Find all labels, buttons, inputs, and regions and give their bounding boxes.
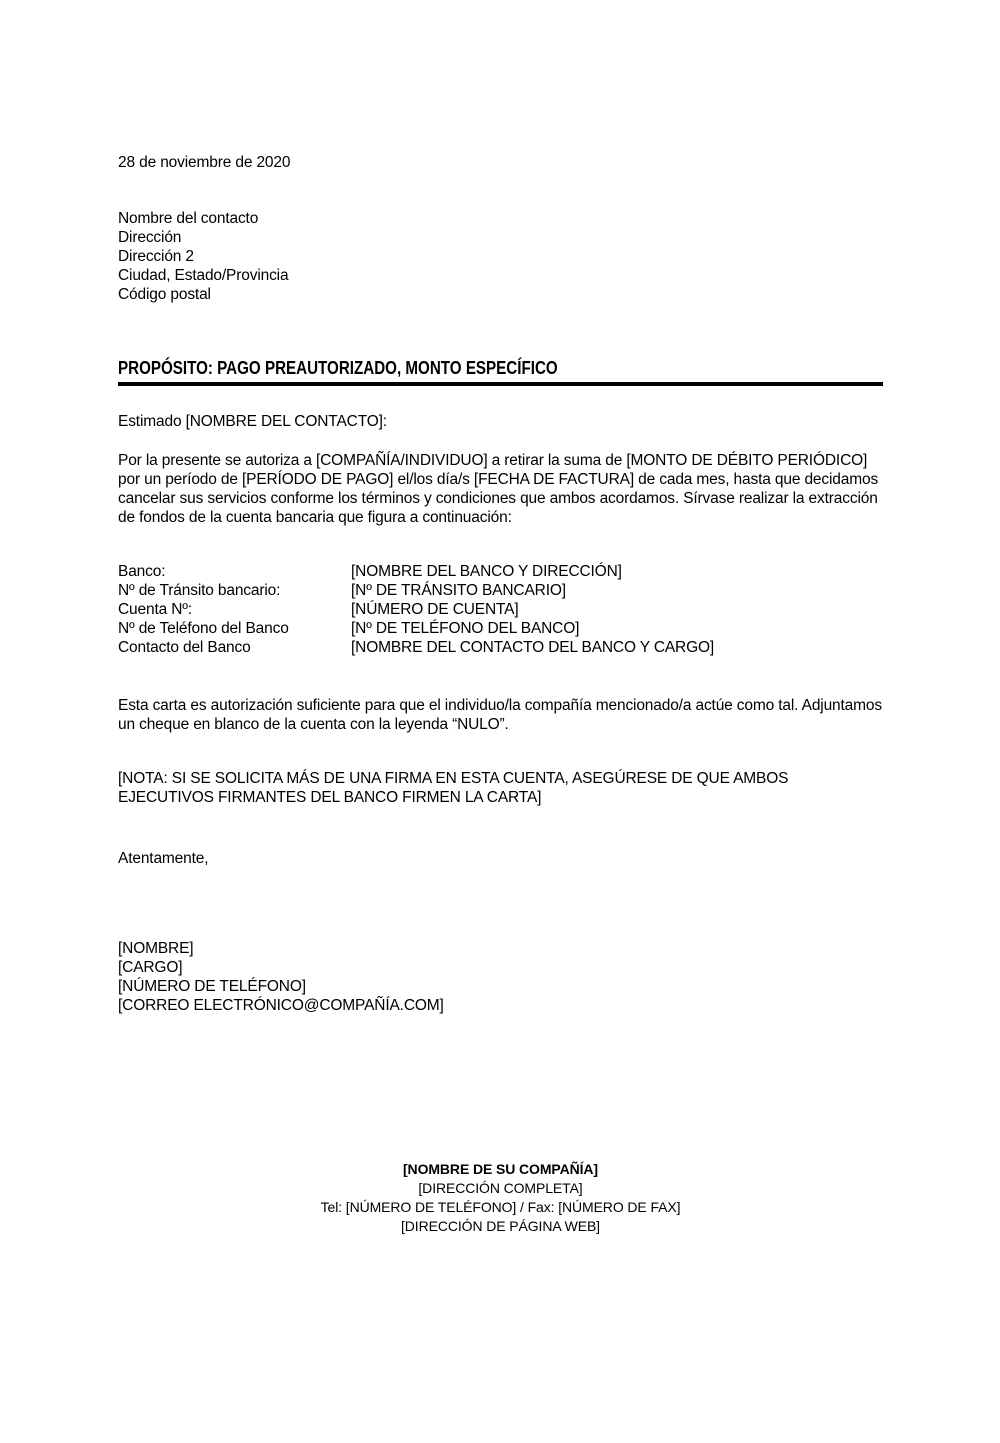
footer-company-address: [DIRECCIÓN COMPLETA] bbox=[418, 1180, 583, 1196]
subject-heading-text: PROPÓSITO: PAGO PREAUTORIZADO, MONTO ESPECÍFICO bbox=[118, 357, 558, 378]
bank-contact-label: Contacto del Banco bbox=[118, 639, 251, 656]
recipient-name: Nombre del contacto bbox=[118, 210, 259, 227]
bank-row-phone-number bbox=[118, 619, 883, 638]
bank-row-contact bbox=[118, 638, 883, 657]
account-number-value: [NÚMERO DE CUENTA] bbox=[351, 601, 519, 618]
signature-email: [CORREO ELECTRÓNICO@COMPAÑÍA.COM] bbox=[118, 997, 444, 1014]
bank-phone-label: Nº de Teléfono del Banco bbox=[118, 620, 289, 637]
company-footer bbox=[118, 1160, 883, 1236]
recipient-postal-code: Código postal bbox=[118, 286, 211, 303]
bank-label: Banco: bbox=[118, 563, 166, 580]
recipient-address-1: Dirección bbox=[118, 229, 182, 246]
subject-divider-rule bbox=[118, 382, 883, 386]
bank-row-transit-number bbox=[118, 581, 883, 600]
footer-company-name: [NOMBRE DE SU COMPAÑÍA] bbox=[403, 1161, 598, 1177]
note-paragraph: [NOTA: SI SE SOLICITA MÁS DE UNA FIRMA EN ESTA CUENTA, ASEGÚRESE DE QUE AMBOS EJECUTIVOS FIRMANTES DEL BANCO FIRMEN LA CARTA] bbox=[118, 770, 789, 806]
account-number-label: Cuenta Nº: bbox=[118, 601, 192, 618]
recipient-address-2: Dirección 2 bbox=[118, 248, 194, 265]
bank-value: [NOMBRE DEL BANCO Y DIRECCIÓN] bbox=[351, 563, 622, 580]
bank-contact-value: [NOMBRE DEL CONTACTO DEL BANCO Y CARGO] bbox=[351, 639, 715, 656]
bank-phone-value: [Nº DE TELÉFONO DEL BANCO] bbox=[351, 620, 580, 637]
salutation: Estimado [NOMBRE DEL CONTACTO]: bbox=[118, 413, 387, 430]
sufficiency-paragraph: Esta carta es autorización suficiente para que el individuo/la compañía mencionado/a actúe como tal. Adjuntamos un cheque en blanco de la cuenta con la leyenda “NULO”. bbox=[118, 697, 882, 733]
footer-website: [DIRECCIÓN DE PÁGINA WEB] bbox=[401, 1218, 600, 1234]
bank-row-account-number bbox=[118, 600, 883, 619]
authorization-paragraph: Por la presente se autoriza a [COMPAÑÍA/INDIVIDUO] a retirar la suma de [MONTO DE DÉBITO PERIÓDICO] por un período de [PERÍODO DE PAGO] el/los día/s [FECHA DE FACTURA] de cada mes, hasta que decidamos cancelar sus servicios conforme los términos y condiciones que ambos acordamos. Sírvase realizar la extracción de fondos de la cuenta bancaria que figura a continuación: bbox=[118, 452, 879, 526]
closing: Atentamente, bbox=[118, 850, 209, 867]
document-page bbox=[0, 153, 1000, 1443]
subject-heading bbox=[118, 357, 883, 379]
transit-number-label: Nº de Tránsito bancario: bbox=[118, 582, 281, 599]
bank-details-table bbox=[118, 562, 883, 657]
signature-phone: [NÚMERO DE TELÉFONO] bbox=[118, 978, 306, 995]
transit-number-value: [Nº DE TRÁNSITO BANCARIO] bbox=[351, 582, 566, 599]
footer-phone-fax: Tel: [NÚMERO DE TELÉFONO] / Fax: [NÚMERO DE FAX] bbox=[320, 1199, 681, 1215]
letter-date: 28 de noviembre de 2020 bbox=[118, 154, 291, 171]
letter-content bbox=[118, 153, 883, 1236]
signature-name: [NOMBRE] bbox=[118, 940, 194, 957]
signature-block bbox=[118, 939, 883, 1015]
recipient-city-state: Ciudad, Estado/Provincia bbox=[118, 267, 289, 284]
bank-row-bank bbox=[118, 562, 883, 581]
recipient-address-block bbox=[118, 209, 883, 304]
signature-title: [CARGO] bbox=[118, 959, 183, 976]
